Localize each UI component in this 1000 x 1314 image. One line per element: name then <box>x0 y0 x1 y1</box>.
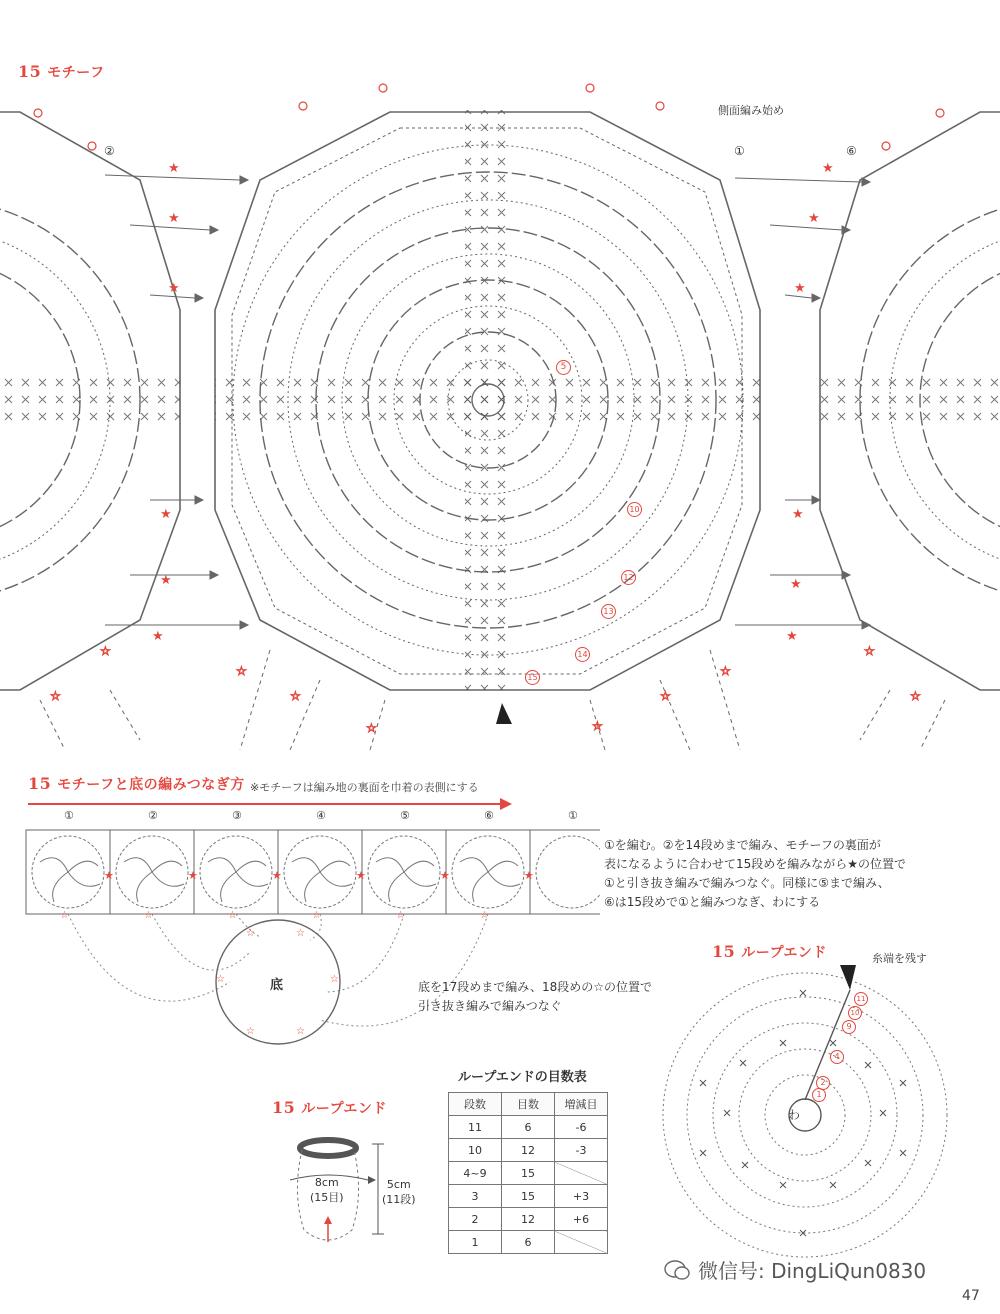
motif-marker-left: ② <box>104 144 115 158</box>
loop-end-size-number: 15 <box>272 1098 296 1117</box>
loop-end-size-heading <box>272 1098 387 1118</box>
motif-number: ⑤ <box>400 809 410 822</box>
svg-text:★: ★ <box>786 629 798 644</box>
svg-text:☆: ☆ <box>100 644 111 658</box>
description-line: 底を17段めまで編み、18段めの☆の位置で <box>418 980 653 994</box>
svg-text:☆: ☆ <box>246 928 255 939</box>
loop-round-marker: 4 <box>830 1050 844 1064</box>
svg-text:★: ★ <box>524 869 534 882</box>
svg-text:★: ★ <box>168 281 180 296</box>
description-line: ⑥は15段めで①と編みつなぎ、わにする <box>604 895 821 909</box>
table-cell: 2 <box>449 1208 502 1231</box>
start-pointer <box>496 703 512 724</box>
motif-heading-title: モチーフ <box>47 65 105 81</box>
svg-text:☆: ☆ <box>50 689 61 703</box>
height-value: 5cm <box>386 1178 411 1191</box>
wechat-id: 微信号: DingLiQun0830 <box>698 1259 927 1283</box>
description-line: ①と引き抜き編みで編みつなぐ。同様に⑤まで編み、 <box>604 876 890 890</box>
wechat-icon <box>664 1259 690 1281</box>
svg-text:★: ★ <box>152 629 164 644</box>
svg-text:★: ★ <box>440 869 450 882</box>
table-row <box>449 1231 608 1254</box>
loop-round-marker: 10 <box>848 1006 862 1020</box>
table-cell: 4~9 <box>449 1162 502 1185</box>
table-row <box>449 1208 608 1231</box>
svg-text:☆: ☆ <box>290 689 301 703</box>
table-row <box>449 1139 608 1162</box>
bottom-description <box>418 978 652 1016</box>
round-marker: 13 <box>601 604 616 619</box>
table-cell-empty <box>555 1231 608 1254</box>
motif-number: ④ <box>316 809 326 822</box>
motif-marker-right: ⑥ <box>846 144 857 158</box>
description-line: 表になるように合わせて15段めを編みながら★の位置で <box>604 857 907 871</box>
loop-end-chart-number: 15 <box>712 942 736 961</box>
loop-round-marker: 11 <box>854 992 868 1006</box>
svg-text:★: ★ <box>790 577 802 592</box>
joining-note: ※モチーフは編み地の裏面を巾着の表側にする <box>250 781 479 794</box>
round-marker: 12 <box>621 570 636 585</box>
table-cell: -3 <box>555 1139 608 1162</box>
table-cell: -6 <box>555 1116 608 1139</box>
motif-number: ⑥ <box>484 809 494 822</box>
height-rounds: (11段) <box>382 1193 416 1206</box>
table-cell: +6 <box>555 1208 608 1231</box>
table-row <box>449 1116 608 1139</box>
joining-heading-number: 15 <box>28 774 52 793</box>
motif-number: ② <box>148 809 158 822</box>
table-cell: +3 <box>555 1185 608 1208</box>
stitch-table <box>448 1092 608 1254</box>
round-marker: 14 <box>575 647 590 662</box>
table-cell: 15 <box>502 1162 555 1185</box>
motif-heading-number: 15 <box>18 62 42 81</box>
svg-text:☆: ☆ <box>366 721 377 735</box>
svg-text:☆: ☆ <box>312 910 321 921</box>
wechat-watermark <box>664 1255 926 1284</box>
svg-text:☆: ☆ <box>296 928 305 939</box>
svg-text:★: ★ <box>822 161 834 176</box>
width-stitches: (15目) <box>310 1191 344 1204</box>
loop-end-chart <box>660 950 960 1270</box>
table-row <box>449 1185 608 1208</box>
svg-text:★: ★ <box>794 281 806 296</box>
svg-text:★: ★ <box>188 869 198 882</box>
left-motif <box>0 112 180 690</box>
svg-text:★: ★ <box>356 869 366 882</box>
table-cell: 6 <box>502 1116 555 1139</box>
svg-text:☆: ☆ <box>864 644 875 658</box>
center-motif <box>215 110 760 690</box>
loop-round-marker: 2 <box>816 1076 830 1090</box>
svg-text:☆: ☆ <box>910 689 921 703</box>
svg-text:★: ★ <box>168 161 180 176</box>
width-value: 8cm <box>314 1176 339 1189</box>
motif-number: ① <box>64 809 74 822</box>
stitch-table-title: ループエンドの目数表 <box>458 1070 587 1085</box>
height-label <box>382 1178 416 1207</box>
joining-heading-title: モチーフと底の編みつなぎ方 <box>57 777 245 793</box>
svg-text:★: ★ <box>808 211 820 226</box>
motif-marker-center: ① <box>734 144 745 158</box>
loop-end-chart-title: ループエンド <box>741 945 827 961</box>
table-cell: 3 <box>449 1185 502 1208</box>
table-cell: 10 <box>449 1139 502 1162</box>
svg-text:★: ★ <box>792 507 804 522</box>
tail-label: 糸端を残す <box>872 952 927 965</box>
svg-text:★: ★ <box>104 869 114 882</box>
bottom-label: 底 <box>270 978 284 993</box>
table-cell: 12 <box>502 1139 555 1162</box>
table-cell: 11 <box>449 1116 502 1139</box>
svg-text:☆: ☆ <box>228 910 237 921</box>
joining-heading <box>28 774 245 794</box>
header-stitches: 目数 <box>502 1093 555 1116</box>
svg-text:★: ★ <box>168 211 180 226</box>
right-motif <box>820 112 1000 690</box>
loop-round-marker: 1 <box>812 1088 826 1102</box>
svg-text:☆: ☆ <box>660 689 671 703</box>
table-cell: 1 <box>449 1231 502 1254</box>
svg-text:☆: ☆ <box>144 910 153 921</box>
svg-text:☆: ☆ <box>396 910 405 921</box>
motif-number-row <box>58 809 618 825</box>
ring-label: わ <box>788 1108 801 1122</box>
table-cell: 6 <box>502 1231 555 1254</box>
svg-text:☆: ☆ <box>480 910 489 921</box>
joining-description <box>604 836 906 912</box>
round-marker: 15 <box>525 670 540 685</box>
header-rounds: 段数 <box>449 1093 502 1116</box>
table-row <box>449 1162 608 1185</box>
round-marker: 10 <box>627 502 642 517</box>
table-header-row <box>449 1093 608 1116</box>
motif-number: ③ <box>232 809 242 822</box>
header-change: 増減目 <box>555 1093 608 1116</box>
width-label <box>310 1176 344 1205</box>
motif-heading <box>18 62 105 82</box>
svg-text:☆: ☆ <box>216 974 225 985</box>
svg-text:☆: ☆ <box>60 910 69 921</box>
table-cell-empty <box>555 1162 608 1185</box>
svg-text:☆: ☆ <box>236 664 247 678</box>
svg-text:★: ★ <box>272 869 282 882</box>
svg-text:★: ★ <box>160 507 172 522</box>
svg-text:★: ★ <box>160 573 172 588</box>
loop-round-marker: 9 <box>842 1020 856 1034</box>
page-number: 47 <box>962 1288 980 1304</box>
description-line: 引き抜き編みで編みつなぐ <box>418 999 562 1013</box>
svg-text:☆: ☆ <box>246 1026 255 1037</box>
start-label: 側面編み始め <box>718 104 784 117</box>
motif-number: ① <box>568 809 578 822</box>
motif-chart <box>0 80 1000 760</box>
svg-text:☆: ☆ <box>720 664 731 678</box>
svg-text:☆: ☆ <box>330 974 339 985</box>
loop-end-size-title: ループエンド <box>301 1101 387 1117</box>
svg-text:☆: ☆ <box>592 719 603 733</box>
description-line: ①を編む。②を14段めまで編み、モチーフの裏面が <box>604 838 881 852</box>
round-marker: 5 <box>556 360 571 375</box>
table-cell: 12 <box>502 1208 555 1231</box>
table-cell: 15 <box>502 1185 555 1208</box>
svg-text:☆: ☆ <box>296 1026 305 1037</box>
